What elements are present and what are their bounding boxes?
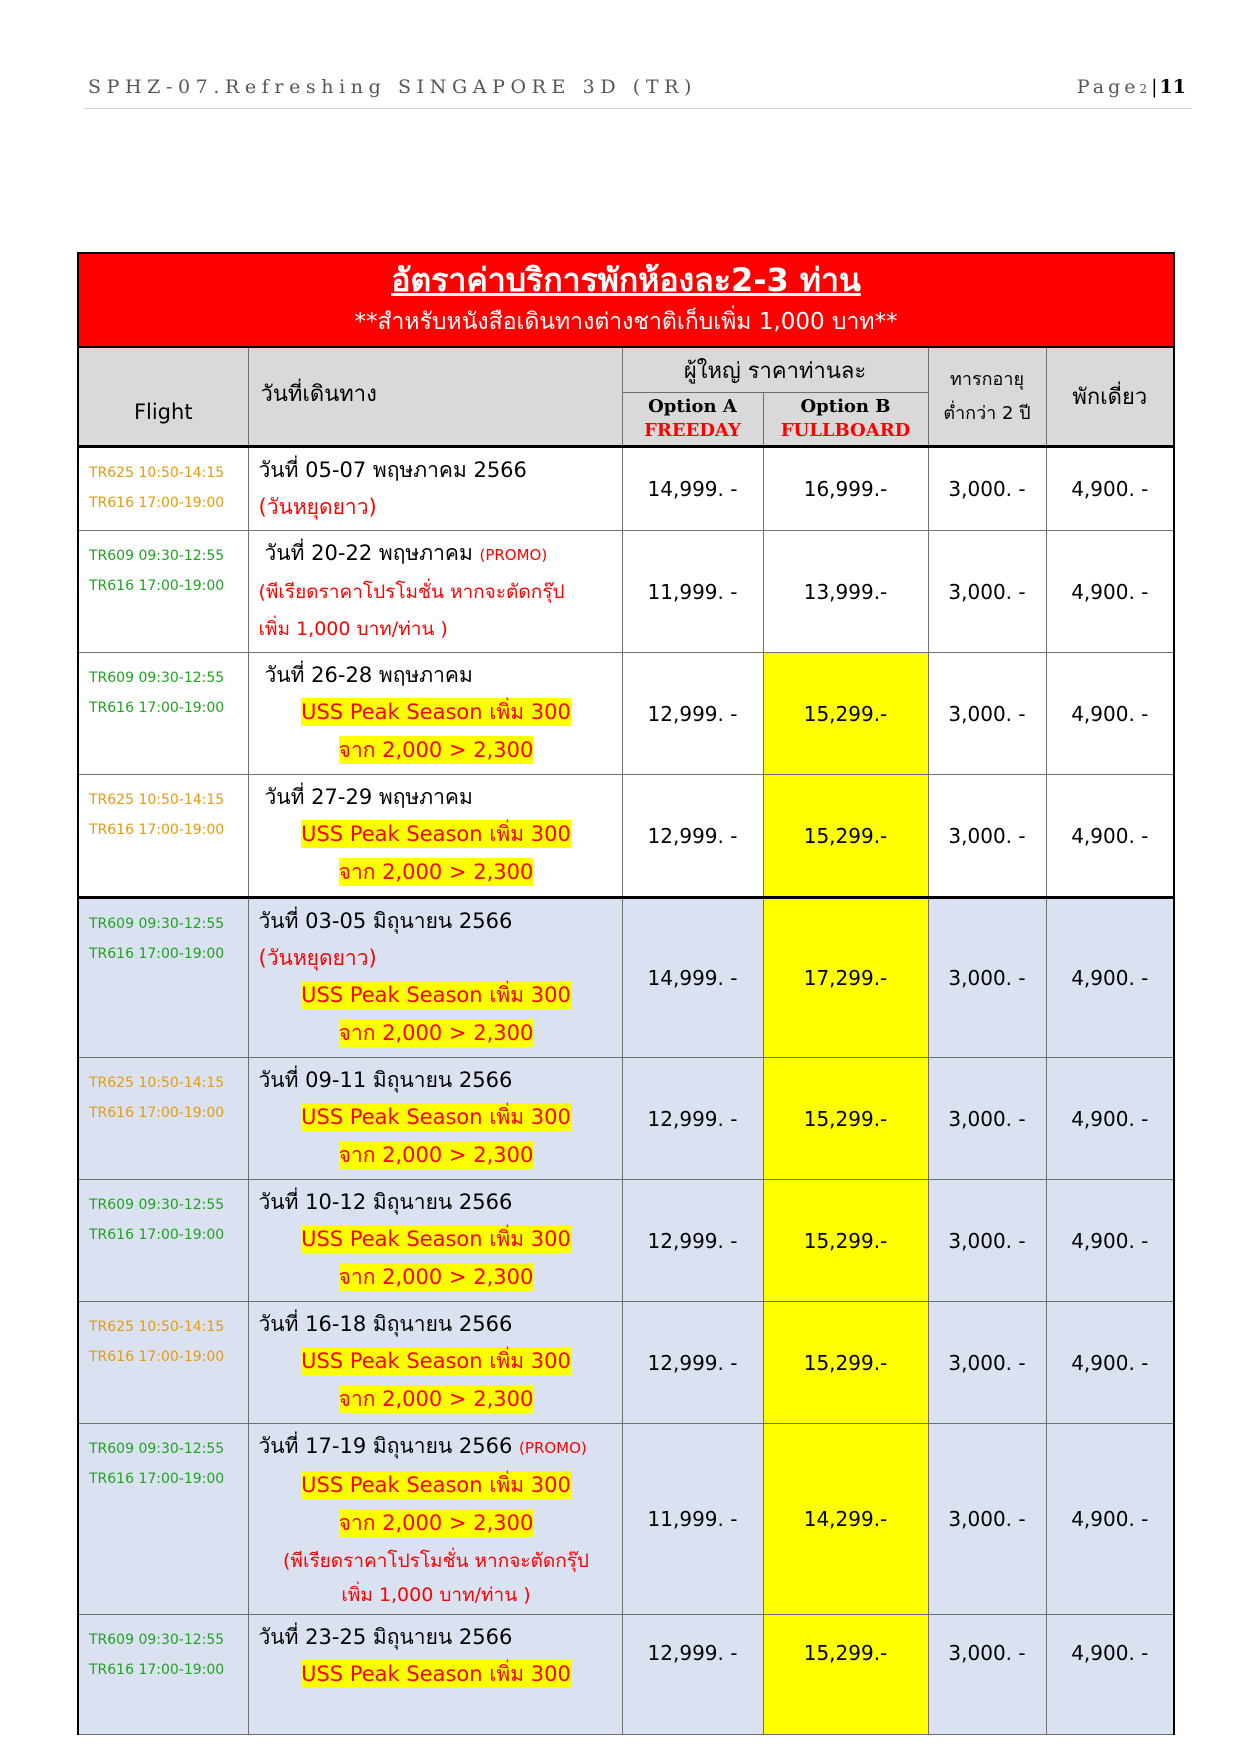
price-single: 4,900. - [1046,531,1174,653]
flight-cell [78,1302,248,1424]
travel-date-line [259,535,614,574]
price-infant: 3,000. - [928,1302,1046,1424]
price-infant: 3,000. - [928,1424,1046,1615]
price-option-a: 12,999. - [622,1180,763,1302]
flight-cell [78,1180,248,1302]
price-option-a: 14,999. - [622,447,763,531]
flight-outbound: TR609 09:30-12:55 [89,548,225,564]
travel-date: วันที่ 03-05 มิถุนายน 2566 [258,909,513,933]
option-a-sub: FREEDAY [644,420,741,441]
flight-outbound: TR609 09:30-12:55 [89,916,225,932]
peak-line1-wrap [259,1221,614,1259]
banner-cell [78,253,1174,347]
price-option-b: 16,999.- [763,447,928,531]
price-option-b: 15,299.- [763,1180,928,1302]
flight-return: TR616 17:00-19:00 [89,1105,225,1121]
price-single: 4,900. - [1046,775,1174,898]
page-total: 11 [1159,76,1186,98]
price-option-b: 13,999.- [763,531,928,653]
peak-price-change: จาก 2,000 > 2,300 [338,1511,534,1535]
holiday-note: (วันหยุดยาว) [258,946,377,970]
travel-date: วันที่ 23-25 มิถุนายน 2566 [258,1625,513,1649]
flight-return: TR616 17:00-19:00 [89,495,225,511]
price-infant: 3,000. - [928,531,1046,653]
table-row [78,653,1174,775]
banner-subtitle: **สำหรับหนังสือเดินทางต่างชาติเก็บเพิ่ม 1,000 บาท** [354,309,898,335]
peak-season-note: USS Peak Season เพิ่ม 300 [301,1227,571,1251]
header-flight: Flight [78,347,248,447]
document-title: SPHZ-07.Refreshing SINGAPORE 3D (TR) [88,76,698,98]
header-infant-line2: ต่ำกว่า 2 ปี [943,402,1031,424]
peak-line2-wrap [259,1015,614,1053]
price-option-a: 12,999. - [622,775,763,898]
flight-outbound: TR609 09:30-12:55 [89,1197,225,1213]
table-row [78,1302,1174,1424]
peak-line2-wrap [259,1381,614,1419]
promo-note-line2: เพิ่ม 1,000 บาท/ท่าน ) [341,1584,531,1606]
peak-line2-wrap [259,1259,614,1297]
flight-cell [78,1058,248,1180]
page-current: 2 [1139,82,1150,96]
option-b-sub: FULLBOARD [780,420,911,441]
date-cell [248,531,622,653]
peak-price-change: จาก 2,000 > 2,300 [338,1265,534,1289]
price-single: 4,900. - [1046,1424,1174,1615]
flight-cell [78,531,248,653]
flight-outbound: TR625 10:50-14:15 [89,792,225,808]
flight-return: TR616 17:00-19:00 [89,1471,225,1487]
flight-outbound: TR609 09:30-12:55 [89,1632,225,1648]
table-banner [78,253,1174,347]
price-single: 4,900. - [1046,1180,1174,1302]
peak-line2-wrap [259,732,614,770]
header-single: พักเดี่ยว [1046,347,1174,447]
flight-outbound: TR625 10:50-14:15 [89,1319,225,1335]
flight-cell [78,653,248,775]
peak-price-change: จาก 2,000 > 2,300 [338,1021,534,1045]
flight-cell [78,898,248,1058]
header-adult: ผู้ใหญ่ ราคาท่านละ [622,347,928,393]
peak-line1-wrap [259,977,614,1015]
holiday-note: (วันหยุดยาว) [258,495,377,519]
flight-return: TR616 17:00-19:00 [89,1662,225,1678]
peak-season-note: USS Peak Season เพิ่ม 300 [301,1662,571,1686]
flight-return: TR616 17:00-19:00 [89,578,225,594]
peak-line2-wrap [259,1505,614,1543]
header-infant [928,347,1046,447]
promo-note-line1: (พีเรียดราคาโปรโมชั่น หากจะตัดกรุ๊ป [258,581,565,603]
travel-date: วันที่ 27-29 พฤษภาคม [264,785,473,809]
travel-date: วันที่ 26-28 พฤษภาคม [264,663,473,687]
price-infant: 3,000. - [928,447,1046,531]
flight-cell [78,447,248,531]
price-infant: 3,000. - [928,775,1046,898]
price-option-a: 12,999. - [622,1058,763,1180]
peak-price-change: จาก 2,000 > 2,300 [338,1143,534,1167]
flight-outbound: TR609 09:30-12:55 [89,670,225,686]
table-row [78,1180,1174,1302]
table-row [78,775,1174,898]
date-cell [248,653,622,775]
date-cell [248,447,622,531]
flight-outbound: TR625 10:50-14:15 [89,465,225,481]
price-option-b: 15,299.- [763,1615,928,1735]
price-option-a: 12,999. - [622,1302,763,1424]
page-header [84,74,1192,109]
flight-outbound: TR625 10:50-14:15 [89,1075,225,1091]
peak-line1-wrap [259,1099,614,1137]
flight-cell [78,1615,248,1735]
header-option-a [622,393,763,447]
flight-return: TR616 17:00-19:00 [89,1227,225,1243]
price-single: 4,900. - [1046,1615,1174,1735]
price-option-b: 15,299.- [763,1302,928,1424]
table-row [78,1424,1174,1615]
flight-cell [78,1424,248,1615]
peak-line1-wrap [259,1656,614,1694]
price-option-a: 11,999. - [622,531,763,653]
price-option-b: 15,299.- [763,653,928,775]
table-row [78,1615,1174,1735]
travel-date: วันที่ 20-22 พฤษภาคม [264,541,473,565]
header-infant-line1: ทารกอายุ [949,368,1024,390]
travel-date: วันที่ 17-19 มิถุนายน 2566 [258,1434,513,1458]
promo-note-line2: เพิ่ม 1,000 บาท/ท่าน ) [258,618,448,640]
option-b-name: Option B [800,396,891,417]
promo-tag: (PROMO) [479,546,548,564]
price-option-a: 11,999. - [622,1424,763,1615]
header-row [78,347,1174,393]
peak-price-change: จาก 2,000 > 2,300 [338,738,534,762]
peak-season-note: USS Peak Season เพิ่ม 300 [301,983,571,1007]
flight-cell [78,775,248,898]
peak-line2-wrap [259,1137,614,1175]
peak-price-change: จาก 2,000 > 2,300 [338,1387,534,1411]
flight-return: TR616 17:00-19:00 [89,1349,225,1365]
peak-season-note: USS Peak Season เพิ่ม 300 [301,1349,571,1373]
peak-season-note: USS Peak Season เพิ่ม 300 [301,1105,571,1129]
peak-line1-wrap [259,816,614,854]
travel-date: วันที่ 09-11 มิถุนายน 2566 [258,1068,513,1092]
price-option-b: 15,299.- [763,775,928,898]
page-number [1077,76,1186,98]
flight-return: TR616 17:00-19:00 [89,700,225,716]
table-row [78,531,1174,653]
option-a-name: Option A [648,396,737,417]
travel-date-line [259,1428,614,1467]
table-row [78,447,1174,531]
price-infant: 3,000. - [928,1615,1046,1735]
date-cell [248,1180,622,1302]
table-row [78,1058,1174,1180]
promo-note-line1: (พีเรียดราคาโปรโมชั่น หากจะตัดกรุ๊ป [283,1550,589,1572]
header-date: วันที่เดินทาง [248,347,622,447]
travel-date: วันที่ 10-12 มิถุนายน 2566 [258,1190,513,1214]
price-option-b: 15,299.- [763,1058,928,1180]
price-infant: 3,000. - [928,898,1046,1058]
travel-date: วันที่ 05-07 พฤษภาคม 2566 [258,458,527,482]
peak-price-change: จาก 2,000 > 2,300 [338,860,534,884]
flight-return: TR616 17:00-19:00 [89,946,225,962]
travel-date: วันที่ 16-18 มิถุนายน 2566 [258,1312,513,1336]
peak-line1-wrap [259,694,614,732]
flight-return: TR616 17:00-19:00 [89,822,225,838]
price-option-b: 14,299.- [763,1424,928,1615]
peak-line1-wrap [259,1467,614,1505]
peak-season-note: USS Peak Season เพิ่ม 300 [301,700,571,724]
header-option-b [763,393,928,447]
price-infant: 3,000. - [928,1180,1046,1302]
date-cell [248,1615,622,1735]
date-cell [248,775,622,898]
price-option-b: 17,299.- [763,898,928,1058]
page-separator: | [1151,76,1158,98]
price-option-a: 14,999. - [622,898,763,1058]
price-infant: 3,000. - [928,1058,1046,1180]
price-single: 4,900. - [1046,1302,1174,1424]
price-single: 4,900. - [1046,653,1174,775]
page-label: Page [1076,76,1140,98]
price-infant: 3,000. - [928,653,1046,775]
price-single: 4,900. - [1046,447,1174,531]
price-option-a: 12,999. - [622,1615,763,1735]
peak-season-note: USS Peak Season เพิ่ม 300 [301,1473,571,1497]
peak-line2-wrap [259,854,614,892]
table-row [78,898,1174,1058]
date-cell [248,898,622,1058]
date-cell [248,1302,622,1424]
date-cell [248,1058,622,1180]
date-cell [248,1424,622,1615]
peak-season-note: USS Peak Season เพิ่ม 300 [301,822,571,846]
flight-outbound: TR609 09:30-12:55 [89,1441,225,1457]
price-single: 4,900. - [1046,898,1174,1058]
banner-title: อัตราค่าบริการพักห้องละ2-3 ท่าน [391,261,861,299]
price-single: 4,900. - [1046,1058,1174,1180]
price-option-a: 12,999. - [622,653,763,775]
peak-line1-wrap [259,1343,614,1381]
price-table [77,252,1175,1735]
promo-tag: (PROMO) [519,1439,587,1457]
